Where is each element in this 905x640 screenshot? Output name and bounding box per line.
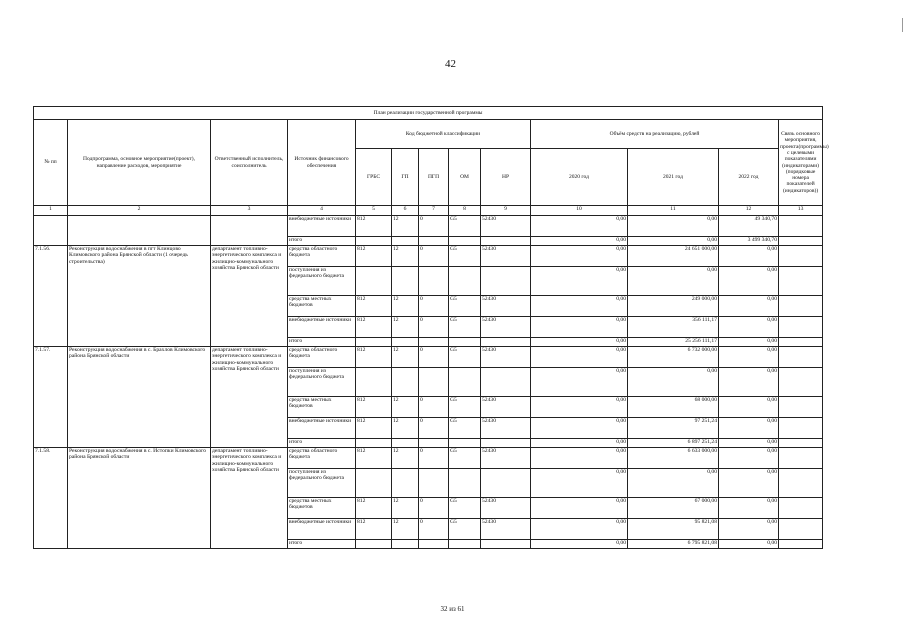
cell-link [779,519,823,540]
code-nr [481,267,531,296]
amount-2021: 356 111,17 [628,317,719,338]
cell-num [34,216,68,246]
amount-2021: 68 000,00 [628,397,719,418]
code-om: G5 [449,347,481,368]
amount-2021: 67 000,00 [628,498,719,519]
cell-responsible: департамент топливно-энергетического комплекса и жилищно-коммунального хозяйства Брянской области [211,347,288,448]
code-om [449,338,481,347]
program-plan-sheet [33,106,829,549]
cell-link [779,439,823,448]
code-pgp [419,439,449,448]
header-om: ОМ [449,149,481,206]
cell-link [779,368,823,397]
header-gp: ГП [392,149,419,206]
amount-2022: 3 499 340,70 [719,237,779,246]
code-pgp: 0 [419,347,449,368]
cell-source: итого [288,338,356,347]
amount-2021: 97 251,24 [628,418,719,439]
code-nr: 52430 [481,317,531,338]
code-grbs [356,469,392,498]
cell-link [779,418,823,439]
cell-num: 7.1.56. [34,246,68,347]
page-footer: 32 из 61 [440,605,465,613]
code-grbs: 812 [356,317,392,338]
code-grbs: 812 [356,296,392,317]
column-number: 5 [356,206,392,216]
code-nr: 52430 [481,498,531,519]
code-grbs: 812 [356,397,392,418]
amount-2021: 24 651 000,00 [628,246,719,267]
amount-2022: 0,00 [719,397,779,418]
code-nr [481,237,531,246]
cell-link [779,267,823,296]
code-om: G5 [449,216,481,237]
header-program: Подпрограмма, основное мероприятие(проект), направление расходов, мероприятие [68,120,211,206]
column-number: 11 [628,206,719,216]
table-row [34,216,823,237]
amount-2021: 25 256 111,17 [628,338,719,347]
amount-2021: 6 732 000,00 [628,347,719,368]
code-gp [392,439,419,448]
cell-program: Реконструкция водоснабжения в с. Истопки Климовского района Брянской области [68,448,211,549]
column-number: 2 [68,206,211,216]
code-om: G5 [449,498,481,519]
code-pgp: 0 [419,317,449,338]
code-grbs [356,267,392,296]
code-pgp [419,469,449,498]
cell-source: итого [288,237,356,246]
code-grbs: 812 [356,418,392,439]
code-gp: 12 [392,519,419,540]
header-responsible: Ответственный исполнитель, соисполнитель [211,120,288,206]
code-grbs [356,540,392,549]
code-pgp: 0 [419,216,449,237]
code-nr: 52430 [481,418,531,439]
cell-program: Реконструкция водоснабжения в с. Брахлов Климовского района Брянской области [68,347,211,448]
amount-2020: 0,00 [531,296,628,317]
code-nr: 52430 [481,519,531,540]
code-om [449,237,481,246]
amount-2022: 0,00 [719,368,779,397]
amount-2022: 0,00 [719,448,779,469]
code-om [449,540,481,549]
code-nr: 52430 [481,397,531,418]
cell-source: внебюджетные источники [288,519,356,540]
cell-program: Реконструкция водоснабжения в пгт Клинцово Климовского района Брянской области (1 очередь строительства) [68,246,211,347]
column-number: 8 [449,206,481,216]
code-gp [392,237,419,246]
header-source: Источник финансового обеспечения [288,120,356,206]
amount-2021: 0,00 [628,267,719,296]
cell-link [779,540,823,549]
code-nr: 52430 [481,246,531,267]
cell-source: поступления из федерального бюджета [288,368,356,397]
column-number: 4 [288,206,356,216]
code-om: G5 [449,296,481,317]
code-gp: 12 [392,448,419,469]
code-nr [481,368,531,397]
code-gp: 12 [392,296,419,317]
cell-link [779,338,823,347]
amount-2020: 0,00 [531,338,628,347]
code-pgp: 0 [419,246,449,267]
amount-2021: 0,00 [628,368,719,397]
cell-link [779,397,823,418]
code-grbs [356,237,392,246]
code-om: G5 [449,317,481,338]
code-gp: 12 [392,418,419,439]
amount-2022: 0,00 [719,338,779,347]
header-grbs: ГРБС [356,149,392,206]
program-plan-table [33,106,829,549]
header-nr: НР [481,149,531,206]
amount-2021: 6 897 251,24 [628,439,719,448]
code-om: G5 [449,519,481,540]
code-grbs: 812 [356,519,392,540]
code-gp [392,267,419,296]
amount-2020: 0,00 [531,237,628,246]
amount-2022: 0,00 [719,439,779,448]
column-number: 10 [531,206,628,216]
code-gp: 12 [392,216,419,237]
cell-link [779,498,823,519]
cell-responsible [211,216,288,246]
cell-source: внебюджетные источники [288,216,356,237]
code-om [449,368,481,397]
code-grbs: 812 [356,246,392,267]
code-gp [392,338,419,347]
column-number-row [34,206,823,216]
amount-2021: 6 795 821,08 [628,540,719,549]
cell-source: средства областного бюджета [288,246,356,267]
code-om [449,439,481,448]
cell-link [779,317,823,338]
code-pgp: 0 [419,418,449,439]
table-row [34,347,823,368]
code-grbs: 812 [356,448,392,469]
amount-2022: 0,00 [719,469,779,498]
amount-2020: 0,00 [531,540,628,549]
column-number: 6 [392,206,419,216]
code-gp: 12 [392,317,419,338]
cell-source: средства областного бюджета [288,448,356,469]
cell-source: средства местных бюджетов [288,498,356,519]
code-nr [481,338,531,347]
code-pgp [419,540,449,549]
code-gp [392,540,419,549]
code-om: G5 [449,246,481,267]
amount-2020: 0,00 [531,246,628,267]
code-om: G5 [449,448,481,469]
code-grbs: 812 [356,498,392,519]
amount-2020: 0,00 [531,498,628,519]
header-funding: Объём средств на реализацию, рублей [531,120,779,149]
code-nr [481,469,531,498]
code-nr: 52430 [481,296,531,317]
cell-link [779,246,823,267]
amount-2020: 0,00 [531,439,628,448]
amount-2020: 0,00 [531,418,628,439]
table-caption: План реализации государственной программы [34,107,823,120]
code-gp: 12 [392,347,419,368]
amount-2022: 49 340,70 [719,216,779,237]
amount-2022: 0,00 [719,418,779,439]
code-pgp: 0 [419,448,449,469]
column-number: 9 [481,206,531,216]
cell-link [779,347,823,368]
code-om: G5 [449,418,481,439]
cell-program [68,216,211,246]
code-pgp: 0 [419,519,449,540]
cell-source: итого [288,439,356,448]
code-om [449,267,481,296]
code-nr: 52430 [481,347,531,368]
code-pgp: 0 [419,498,449,519]
amount-2022: 0,00 [719,347,779,368]
code-pgp [419,237,449,246]
code-gp [392,469,419,498]
header-y2022: 2022 год [719,149,779,206]
column-number: 7 [419,206,449,216]
code-grbs [356,439,392,448]
amount-2021: 0,00 [628,469,719,498]
code-gp [392,368,419,397]
code-pgp [419,368,449,397]
amount-2020: 0,00 [531,216,628,237]
code-grbs: 812 [356,216,392,237]
amount-2022: 0,00 [719,519,779,540]
cell-source: средства местных бюджетов [288,296,356,317]
cell-link [779,469,823,498]
amount-2022: 0,00 [719,498,779,519]
amount-2020: 0,00 [531,267,628,296]
code-nr [481,540,531,549]
cell-link [779,296,823,317]
amount-2020: 0,00 [531,317,628,338]
cell-link [779,216,823,237]
header-y2020: 2020 год [531,149,628,206]
cell-source: итого [288,540,356,549]
amount-2020: 0,00 [531,347,628,368]
column-number: 12 [719,206,779,216]
amount-2022: 0,00 [719,317,779,338]
amount-2021: 249 000,00 [628,296,719,317]
amount-2021: 6 633 000,00 [628,448,719,469]
code-gp: 12 [392,246,419,267]
code-grbs [356,368,392,397]
amount-2022: 0,00 [719,296,779,317]
header-num: № пп [34,120,68,206]
scan-edge-mark [902,18,903,32]
cell-link [779,237,823,246]
code-pgp [419,267,449,296]
amount-2020: 0,00 [531,368,628,397]
column-number: 3 [211,206,288,216]
header-bk-code: Код бюджетной классификации [356,120,531,149]
header-pgp: ПГП [419,149,449,206]
code-pgp [419,338,449,347]
cell-source: поступления из федерального бюджета [288,267,356,296]
cell-responsible: департамент топливно-энергетического комплекса и жилищно-коммунального хозяйства Брянской области [211,448,288,549]
header-y2021: 2021 год [628,149,719,206]
code-pgp: 0 [419,296,449,317]
amount-2021: 0,00 [628,237,719,246]
cell-source: поступления из федерального бюджета [288,469,356,498]
cell-source: внебюджетные источники [288,418,356,439]
cell-num: 7.1.57. [34,347,68,448]
amount-2020: 0,00 [531,448,628,469]
code-nr [481,439,531,448]
cell-link [779,448,823,469]
code-om: G5 [449,397,481,418]
code-gp: 12 [392,397,419,418]
amount-2022: 0,00 [719,246,779,267]
table-row [34,448,823,469]
cell-num: 7.1.58. [34,448,68,549]
code-nr: 52430 [481,448,531,469]
header-link: Связь основного мероприятия, проекта(программы) с целевыми показателями (индикаторами) (порядковые номера показателей (индикаторов)) [779,120,823,206]
code-om [449,469,481,498]
table-row [34,246,823,267]
amount-2022: 0,00 [719,540,779,549]
code-nr: 52430 [481,216,531,237]
column-number: 13 [779,206,823,216]
cell-responsible: департамент топливно-энергетического комплекса и жилищно-коммунального хозяйства Брянской области [211,246,288,347]
cell-source: внебюджетные источники [288,317,356,338]
table-body [34,216,823,549]
code-gp: 12 [392,498,419,519]
amount-2022: 0,00 [719,267,779,296]
page-number: 42 [445,58,456,70]
amount-2020: 0,00 [531,469,628,498]
amount-2020: 0,00 [531,397,628,418]
code-grbs: 812 [356,347,392,368]
amount-2021: 0,00 [628,216,719,237]
amount-2020: 0,00 [531,519,628,540]
amount-2021: 95 821,08 [628,519,719,540]
cell-source: средства местных бюджетов [288,397,356,418]
cell-source: средства областного бюджета [288,347,356,368]
code-pgp: 0 [419,397,449,418]
column-number: 1 [34,206,68,216]
code-grbs [356,338,392,347]
